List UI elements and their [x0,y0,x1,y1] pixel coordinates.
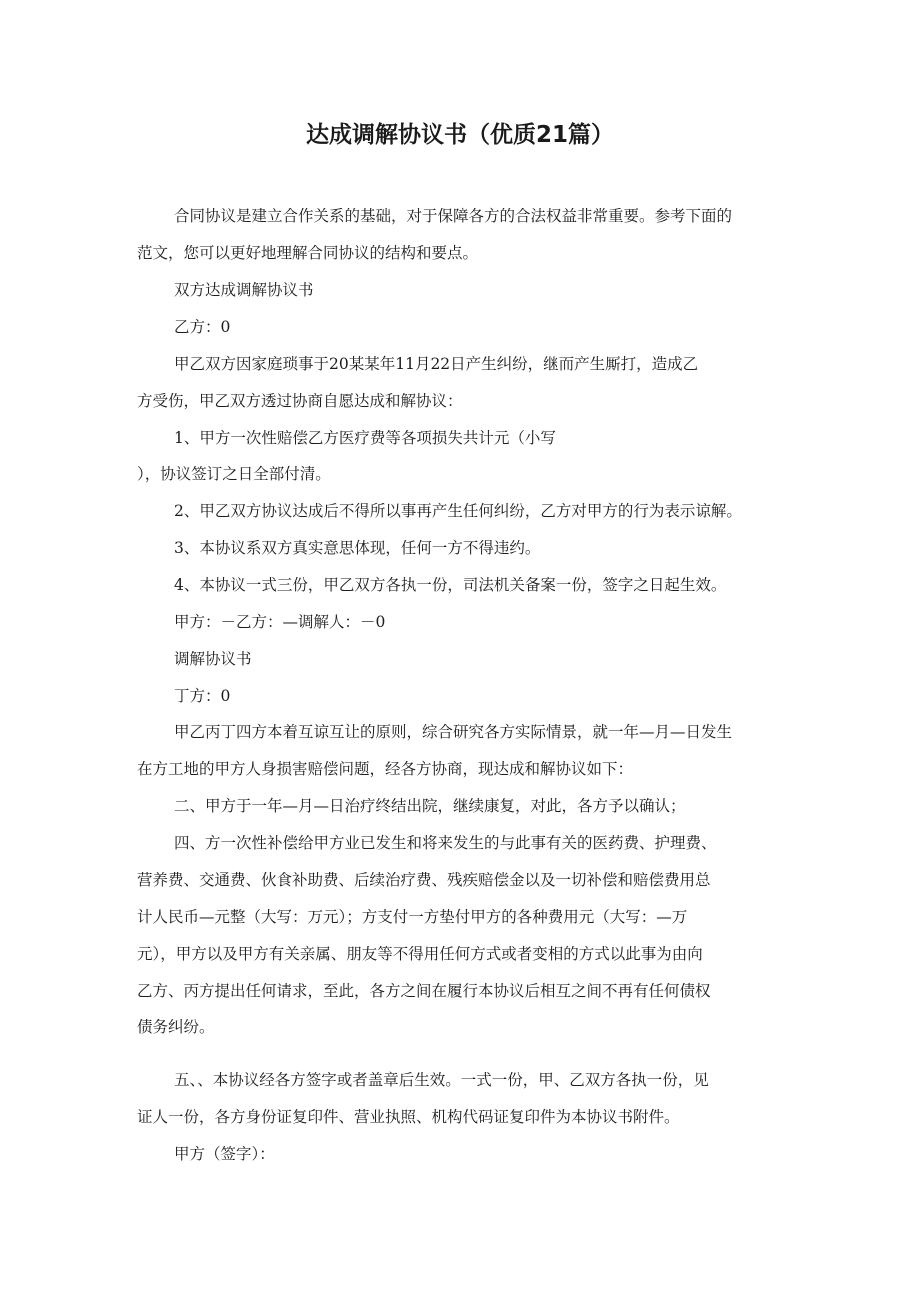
paragraph-line: 债务纠纷。 [137,1018,215,1036]
section-heading: 调解协议书 [174,650,252,668]
section-heading: 双方达成调解协议书 [174,281,314,299]
paragraph-line: 3、本协议系双方真实意思体现，任何一方不得违约。 [174,539,541,557]
paragraph-line: 乙方：0 [174,318,231,336]
paragraph-line: 方受伤，甲乙双方透过协商自愿达成和解协议： [137,392,463,410]
signature-line: 甲方：－乙方：—调解人：－0 [174,613,386,631]
paragraph-line: 五、、本协议经各方签字或者盖章后生效。一式一份，甲、乙双方各执一份，见 [174,1071,709,1089]
paragraph-line: 合同协议是建立合作关系的基础，对于保障各方的合法权益非常重要。参考下面的 [174,207,733,225]
paragraph-line: 证人一份，各方身份证复印件、营业执照、机构代码证复印件为本协议书附件。 [137,1108,680,1126]
signature-line: 甲方（签字）： [174,1145,275,1163]
paragraph-line: 2、甲乙双方协议达成后不得所以事再产生任何纠纷，乙方对甲方的行为表示谅解。 [174,502,742,520]
paragraph-line: ），协议签订之日全部付清。 [137,465,331,483]
paragraph-line: 甲乙丙丁四方本着互谅互让的原则，综合研究各方实际情景，就一年—月—日发生 [174,723,733,741]
paragraph-line: 四、方一次性补偿给甲方业已发生和将来发生的与此事有关的医药费、护理费、 [174,834,717,852]
paragraph-line: 营养费、交通费、伙食补助费、后续治疗费、残疾赔偿金以及一切补偿和赔偿费用总 [137,871,711,889]
paragraph-line: 在方工地的甲方人身损害赔偿问题，经各方协商，现达成和解协议如下： [137,760,634,778]
paragraph-line: 甲乙双方因家庭琐事于20某某年11月22日产生纠纷，继而产生厮打，造成乙 [174,355,699,373]
paragraph-line: 乙方、丙方提出任何请求，至此，各方之间在履行本协议后相互之间不再有任何债权 [137,982,711,1000]
paragraph-line: 计人民币—元整（大写：万元）；方支付一方垫付甲方的各种费用元（大写：—万 [137,908,688,926]
paragraph-line: 范文，您可以更好地理解合同协议的结构和要点。 [137,244,479,262]
paragraph-line: 4、本协议一式三份，甲乙双方各执一份，司法机关备案一份，签字之日起生效。 [174,576,727,594]
document-title: 达成调解协议书（优质21篇） [305,122,614,148]
paragraph-line: 1、甲方一次性赔偿乙方医疗费等各项损失共计元（小写 [174,429,556,447]
paragraph-line: 元），甲方以及甲方有关亲属、朋友等不得用任何方式或者变相的方式以此事为由向 [137,945,703,963]
paragraph-line: 丁方：0 [174,687,231,705]
paragraph-line: 二、甲方于一年—月—日治疗终结出院，继续康复，对此，各方予以确认； [174,797,686,815]
